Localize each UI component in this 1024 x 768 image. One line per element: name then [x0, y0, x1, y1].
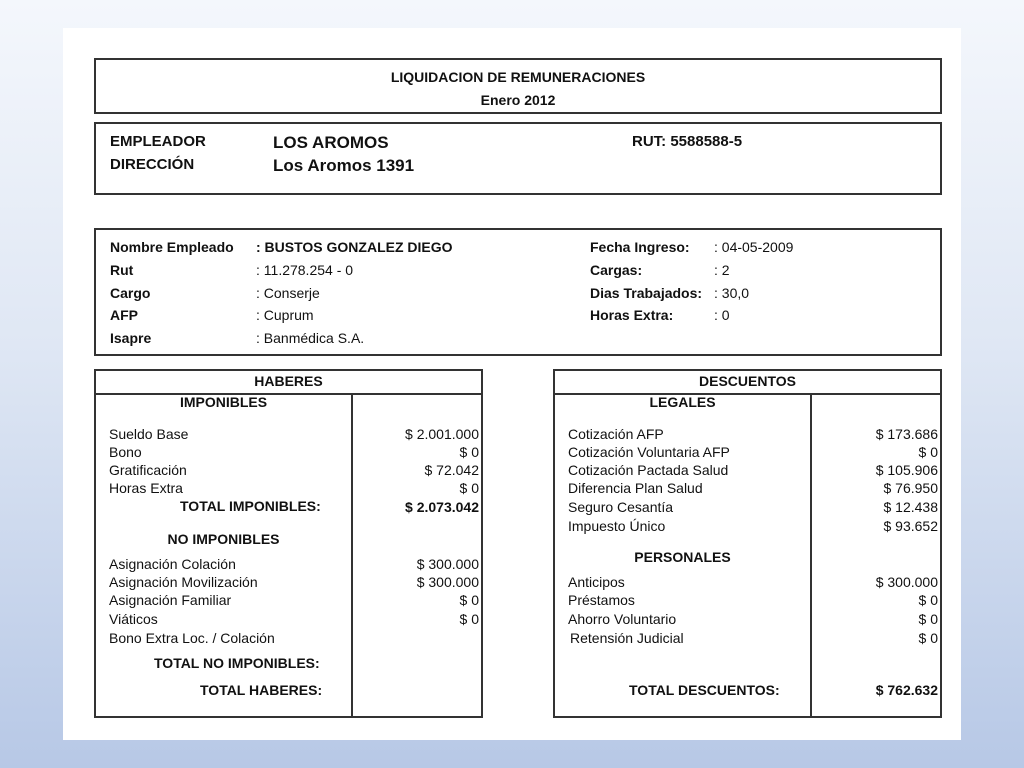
total-descuentos-value: $ 762.632 [875, 682, 938, 698]
employee-afp-value: : Cuprum [256, 307, 314, 323]
document-period: Enero 2012 [480, 92, 556, 108]
no-imponibles-title: NO IMPONIBLES [167, 531, 280, 547]
employee-cargo-label: Cargo [110, 285, 151, 301]
earnings-section [94, 369, 483, 718]
deduction-row: Ahorro Voluntario $ 0 [568, 611, 938, 627]
earnings-row: Gratificación $ 72.042 [109, 462, 479, 478]
document-title: LIQUIDACION DE REMUNERACIONES [390, 69, 646, 85]
earnings-row: Viáticos $ 0 [109, 611, 479, 627]
employee-name-label: Nombre Empleado [110, 239, 234, 255]
earnings-row: Asignación Movilización $ 300.000 [109, 574, 479, 590]
earnings-row: Asignación Colación $ 300.000 [109, 556, 479, 572]
employer-name: LOS AROMOS [273, 133, 389, 152]
total-no-imponibles-label: TOTAL NO IMPONIBLES: [154, 655, 320, 671]
employee-afp-label: AFP [110, 307, 138, 323]
deduction-row: Anticipos $ 300.000 [568, 574, 938, 590]
employee-rut-label: Rut [110, 262, 134, 278]
earnings-row: Asignación Familiar $ 0 [109, 592, 479, 608]
deduction-row: Préstamos $ 0 [568, 592, 938, 608]
employer-rut: RUT: 5588588-5 [632, 133, 743, 150]
legales-title: LEGALES [649, 394, 716, 410]
total-haberes-label: TOTAL HABERES: [200, 682, 323, 698]
overtime-label: Horas Extra: [590, 307, 674, 323]
earnings-row: Bono $ 0 [109, 444, 479, 460]
employee-section [94, 228, 942, 356]
earnings-header: HABERES [96, 371, 481, 395]
earnings-row: Horas Extra $ 0 [109, 480, 479, 496]
dependents-label: Cargas: [590, 262, 643, 278]
deduction-row: Diferencia Plan Salud $ 76.950 [568, 480, 938, 496]
employer-address: Los Aromos 1391 [273, 156, 415, 175]
earnings-row: Bono Extra Loc. / Colación [109, 630, 275, 646]
employee-cargo-value: : Conserje [256, 285, 320, 301]
employee-rut-value: : 11.278.254 - 0 [256, 262, 354, 278]
hire-date-value: : 04-05-2009 [714, 239, 794, 255]
days-worked-label: Dias Trabajados: [590, 285, 703, 301]
dependents-value: : 2 [714, 262, 730, 278]
address-label: DIRECCIÓN [110, 156, 195, 173]
deduction-row: Cotización AFP $ 173.686 [568, 426, 938, 442]
deductions-section [553, 369, 942, 718]
overtime-value: : 0 [714, 307, 730, 323]
total-imponibles-value: $ 2.073.042 [405, 499, 479, 515]
deduction-row: Seguro Cesantía $ 12.438 [568, 499, 938, 515]
employee-name-value: : BUSTOS GONZALEZ DIEGO [256, 239, 453, 255]
payslip-document [63, 28, 961, 740]
employer-section [94, 122, 942, 195]
deduction-row: Retensión Judicial $ 0 [570, 630, 938, 646]
employee-isapre-label: Isapre [110, 330, 152, 346]
deduction-row: Cotización Voluntaria AFP $ 0 [568, 444, 938, 460]
personales-title: PERSONALES [634, 549, 731, 565]
total-imponibles-label: TOTAL IMPONIBLES: [180, 498, 321, 514]
deduction-row: Cotización Pactada Salud $ 105.906 [568, 462, 938, 478]
hire-date-label: Fecha Ingreso: [590, 239, 690, 255]
deduction-row: Impuesto Único $ 93.652 [568, 518, 938, 534]
imponibles-title: IMPONIBLES [179, 394, 268, 410]
total-descuentos-label: TOTAL DESCUENTOS: [629, 682, 780, 698]
employer-label: EMPLEADOR [110, 133, 206, 150]
earnings-row: Sueldo Base $ 2.001.000 [109, 426, 479, 442]
title-section [94, 58, 942, 114]
employee-isapre-value: : Banmédica S.A. [256, 330, 365, 346]
days-worked-value: : 30,0 [714, 285, 750, 301]
deductions-header: DESCUENTOS [555, 371, 940, 395]
